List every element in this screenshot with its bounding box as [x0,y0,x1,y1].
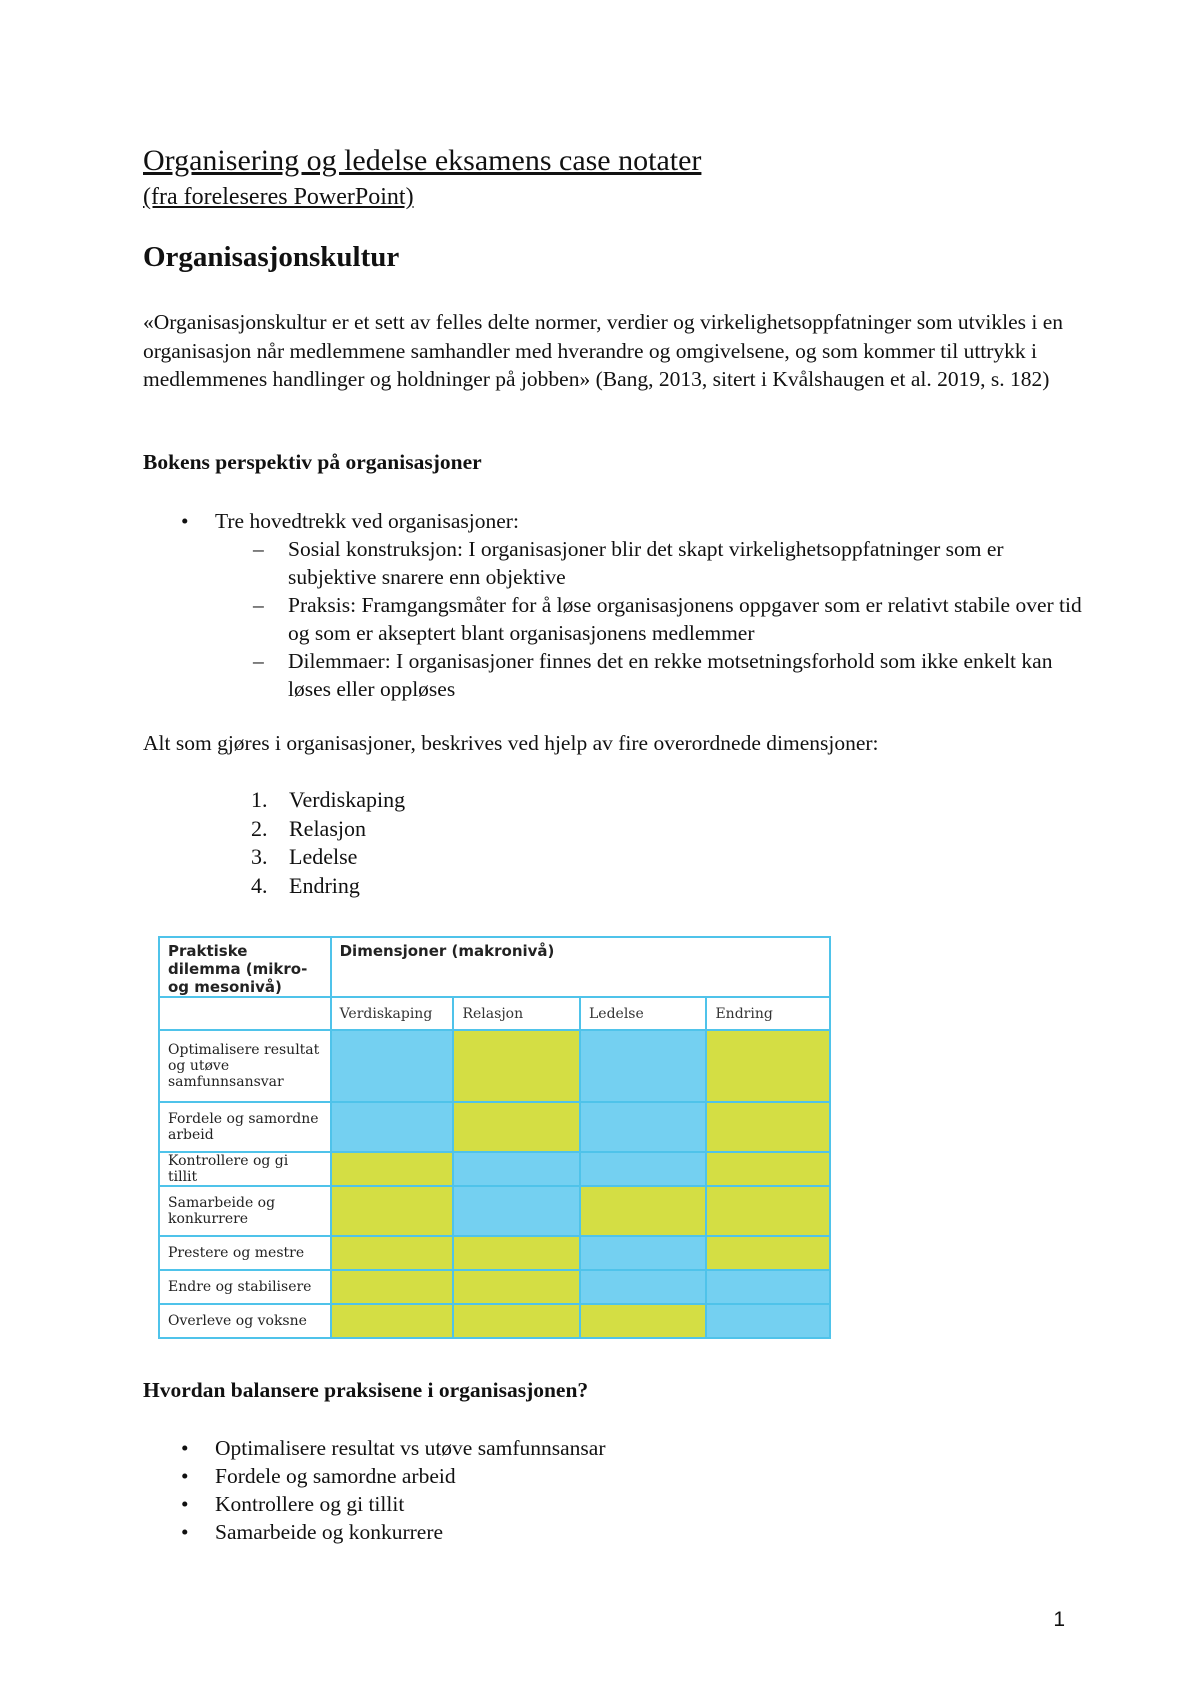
list-item-text: Fordele og samordne arbeid [215,1464,456,1488]
bullet-icon: • [181,1436,189,1460]
matrix-cell [706,1270,830,1304]
column-header: Ledelse [580,997,706,1030]
sublist-item [215,535,1093,591]
matrix-cell [580,1186,706,1236]
row-label: Prestere og mestre [159,1236,331,1270]
empty-header-cell [159,997,331,1030]
matrix-cell [331,1102,454,1152]
matrix-cell [331,1152,454,1186]
column-header: Relasjon [453,997,580,1030]
matrix-cell [706,1304,830,1338]
matrix-cell [580,1236,706,1270]
row-label: Fordele og samordne arbeid [159,1102,331,1152]
dimension-header: Dimensjoner (makronivå) [331,937,830,997]
dimensions-intro: Alt som gjøres i organisasjoner, beskrives ved hjelp av fire overordnede dimensjoner: [143,731,879,755]
document-subtitle: (fra foreleseres PowerPoint) [143,184,414,210]
matrix-cell [453,1304,580,1338]
definition-paragraph: «Organisasjonskultur er et sett av felles delte normer, verdier og virkelighetsoppfatninger som utvikles i en organisasjon når medlemmene samhandler med hverandre og omgivelsene, og som kommer til uttrykk i medlemmenes handlinger og holdninger på jobben» (Bang, 2013, sitert i Kvålshaugen et al. 2019, s. 182) [143,310,1064,391]
matrix-cell [706,1102,830,1152]
list-item-text: Optimalisere resultat vs utøve samfunnsansar [215,1436,606,1460]
matrix-cell [580,1152,706,1186]
matrix-cell [453,1102,580,1152]
table-row [159,1186,830,1236]
matrix-cell [453,1186,580,1236]
column-header: Endring [706,997,830,1030]
row-label: Endre og stabilisere [159,1270,331,1304]
balance-heading: Hvordan balansere praksisene i organisasjonen? [143,1378,589,1402]
bullet-icon: • [181,1520,189,1544]
balance-list [143,1434,1093,1546]
sublist-item-text: Dilemmaer: I organisasjoner finnes det en rekke motsetningsforhold som ikke enkelt kan løses eller oppløses [288,649,1053,701]
item-text: Relasjon [289,815,366,841]
perspective-sublist [215,535,1093,703]
document-title: Organisering og ledelse eksamens case notater [143,144,702,177]
item-text: Verdiskaping [289,787,406,812]
matrix-cell [331,1270,454,1304]
matrix-cell [580,1304,706,1338]
matrix-cell [331,1236,454,1270]
matrix-cell [453,1030,580,1102]
dash-icon: – [253,649,264,673]
dimensions-list [143,786,405,900]
row-label: Overleve og voksne [159,1304,331,1338]
table-row [159,1304,830,1338]
table-row [159,1102,830,1152]
row-label: Kontrollere og gi tillit [159,1152,331,1186]
numbered-item [143,872,405,901]
matrix-cell [453,1152,580,1186]
matrix-cell [580,1102,706,1152]
list-item-text: Kontrollere og gi tillit [215,1492,405,1516]
row-label: Samarbeide og konkurrere [159,1186,331,1236]
perspective-heading: Bokens perspektiv på organisasjoner [143,450,482,474]
sublist-item-text: Sosial konstruksjon: I organisasjoner blir det skapt virkelighetsoppfatninger som er subjektive snarere enn objektive [288,537,1004,589]
table-row [159,1030,830,1102]
table-row [159,1152,830,1186]
matrix-cell [453,1270,580,1304]
dilemma-matrix-table [158,936,831,1339]
matrix-cell [580,1030,706,1102]
list-item [143,1490,1093,1518]
matrix-cell [706,1152,830,1186]
table-row [159,1270,830,1304]
matrix-cell [706,1236,830,1270]
matrix-cell [331,1304,454,1338]
matrix-cell [706,1030,830,1102]
item-number: 2. [251,815,268,841]
dash-icon: – [253,593,264,617]
sublist-item-text: Praksis: Framgangsmåter for å løse organisasjonens oppgaver som er relativt stabile over tid og som er akseptert blant organisasjonens medlemmer [288,593,1082,645]
bullet-icon: • [181,1464,189,1488]
list-item-text: Tre hovedtrekk ved organisasjoner: [215,509,519,533]
item-text: Endring [289,872,360,898]
matrix-cell [706,1186,830,1236]
numbered-item [143,786,405,815]
page-number: 1 [1053,1608,1065,1631]
perspective-list [143,507,1093,703]
item-text: Ledelse [289,844,358,869]
list-item-text: Samarbeide og konkurrere [215,1520,444,1544]
dash-icon: – [253,537,264,561]
corner-header: Praktiske dilemma (mikro- og mesonivå) [159,937,331,997]
numbered-item [143,815,405,844]
sublist-item [215,591,1093,647]
item-number: 1. [251,787,268,812]
matrix-cell [331,1030,454,1102]
list-item [143,1518,1093,1546]
sublist-item [215,647,1093,703]
section-heading: Organisasjonskultur [143,241,400,273]
bullet-icon: • [181,1492,189,1516]
item-number: 3. [251,844,268,869]
bullet-icon: • [181,509,189,533]
list-item [143,1434,1093,1462]
row-label: Optimalisere resultat og utøve samfunnsansvar [159,1030,331,1102]
numbered-item [143,843,405,872]
list-item [143,1462,1093,1490]
matrix-cell [580,1270,706,1304]
column-header: Verdiskaping [331,997,454,1030]
matrix-cell [331,1186,454,1236]
matrix-cell [453,1236,580,1270]
table-row [159,1236,830,1270]
list-item [143,507,1093,703]
item-number: 4. [251,872,268,898]
